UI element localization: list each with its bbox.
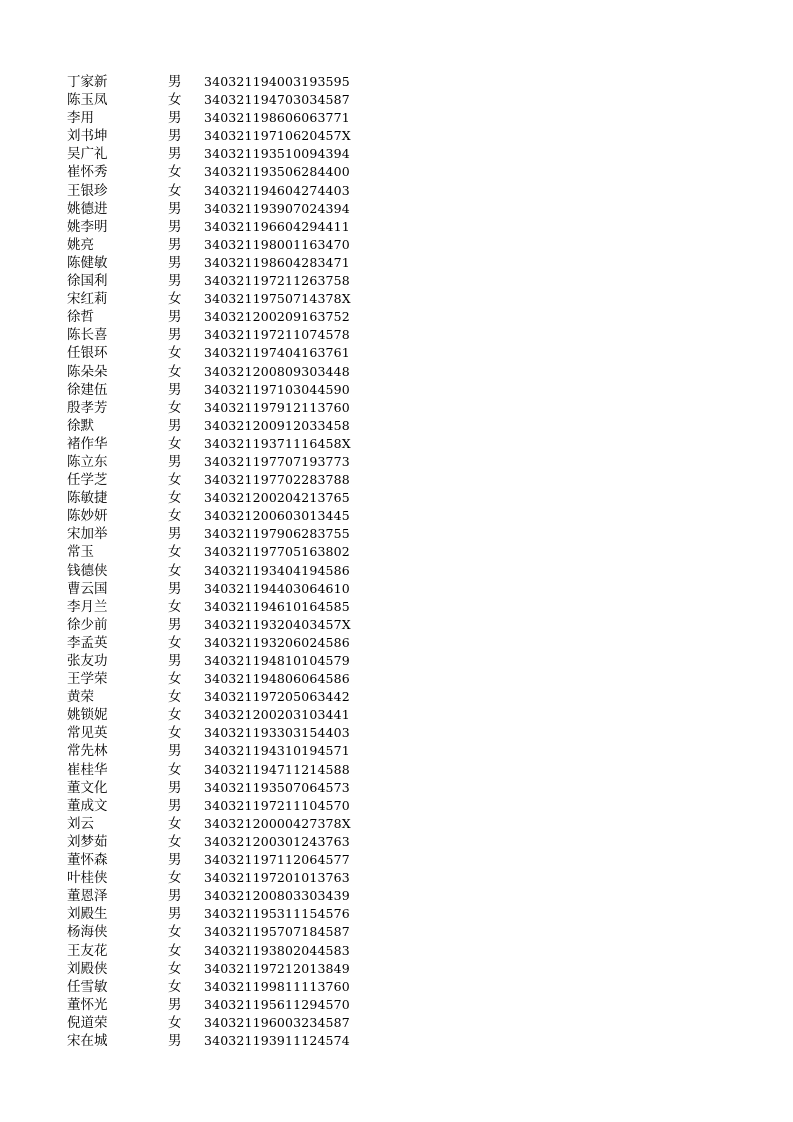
table-row [0, 905, 793, 923]
id-number-cell: 340321193404194586 [204, 562, 350, 578]
name-cell: 陈长喜 [67, 327, 108, 344]
name-cell: 陈朵朵 [67, 363, 108, 380]
table-row [0, 236, 793, 254]
gender-cell: 男 [168, 743, 182, 760]
name-cell: 徐少前 [67, 616, 108, 633]
id-number-cell: 340321196604294411 [204, 218, 350, 234]
table-row [0, 851, 793, 869]
name-cell: 杨海侠 [67, 924, 108, 941]
table-row [0, 652, 793, 670]
name-cell: 常见英 [67, 725, 108, 742]
table-row [0, 399, 793, 417]
gender-cell: 男 [168, 526, 182, 543]
name-cell: 陈立东 [67, 453, 108, 470]
id-number-cell: 340321199811113760 [204, 978, 350, 994]
gender-cell: 女 [168, 960, 182, 977]
name-cell: 刘殿生 [67, 906, 108, 923]
table-row [0, 706, 793, 724]
table-row [0, 1032, 793, 1050]
name-cell: 董怀光 [67, 996, 108, 1013]
name-cell: 任学芝 [67, 472, 108, 489]
gender-cell: 男 [168, 110, 182, 127]
gender-cell: 男 [168, 218, 182, 235]
name-cell: 黄荣 [67, 689, 94, 706]
name-cell: 褚作华 [67, 435, 108, 452]
name-cell: 陈健敏 [67, 254, 108, 271]
table-row [0, 344, 793, 362]
id-number-cell: 340321193507064573 [204, 779, 350, 795]
name-cell: 姚亮 [67, 236, 94, 253]
gender-cell: 男 [168, 327, 182, 344]
gender-cell: 女 [168, 833, 182, 850]
table-row [0, 308, 793, 326]
gender-cell: 女 [168, 182, 182, 199]
name-cell: 陈妙妍 [67, 508, 108, 525]
gender-cell: 女 [168, 291, 182, 308]
id-number-cell: 340321197112064577 [204, 852, 350, 868]
id-number-cell: 340321198604283471 [204, 254, 350, 270]
gender-cell: 女 [168, 634, 182, 651]
name-cell: 张友功 [67, 653, 108, 669]
name-cell: 李月兰 [67, 598, 108, 615]
table-row [0, 923, 793, 941]
id-number-cell: 340321194810104579 [204, 653, 350, 668]
table-row [0, 363, 793, 381]
name-cell: 董成文 [67, 797, 108, 814]
gender-cell: 女 [168, 544, 182, 561]
id-number-cell: 340321197103044590 [204, 381, 350, 397]
gender-cell: 女 [168, 562, 182, 579]
table-row [0, 869, 793, 887]
name-cell: 钱德侠 [67, 562, 108, 579]
records-table [0, 73, 793, 1050]
gender-cell: 男 [168, 1032, 182, 1049]
id-number-cell: 340321197201013763 [204, 870, 350, 886]
id-number-cell: 340321200803303439 [204, 888, 350, 904]
id-number-cell: 340321195311154576 [204, 906, 350, 922]
table-row [0, 381, 793, 399]
id-number-cell: 34032119710620457X [204, 128, 351, 144]
name-cell: 徐默 [67, 417, 94, 434]
table-row [0, 761, 793, 779]
gender-cell: 男 [168, 200, 182, 217]
table-row [0, 525, 793, 543]
name-cell: 姚德进 [67, 200, 108, 217]
name-cell: 王学荣 [67, 671, 108, 688]
id-number-cell: 340321197205063442 [204, 689, 350, 705]
gender-cell: 女 [168, 725, 182, 742]
gender-cell: 男 [168, 273, 182, 290]
name-cell: 宋在城 [67, 1032, 108, 1049]
table-row [0, 942, 793, 960]
id-number-cell: 340321196003234587 [204, 1014, 350, 1030]
gender-cell: 女 [168, 164, 182, 181]
gender-cell: 男 [168, 852, 182, 869]
id-number-cell: 340321194610164585 [204, 598, 350, 614]
table-row [0, 978, 793, 996]
gender-cell: 女 [168, 399, 182, 416]
table-row [0, 742, 793, 760]
name-cell: 董恩泽 [67, 888, 108, 905]
gender-cell: 女 [168, 435, 182, 452]
table-row [0, 688, 793, 706]
table-row [0, 797, 793, 815]
id-number-cell: 340321194604274403 [204, 182, 350, 198]
name-cell: 陈玉凤 [67, 92, 108, 109]
gender-cell: 男 [168, 146, 182, 163]
name-cell: 徐建伍 [67, 381, 108, 398]
name-cell: 叶桂侠 [67, 870, 108, 887]
id-number-cell: 340321197912113760 [204, 399, 350, 415]
id-number-cell: 340321198606063771 [204, 110, 350, 126]
name-cell: 王银珍 [67, 182, 108, 199]
gender-cell: 男 [168, 74, 182, 90]
table-row [0, 163, 793, 181]
table-row [0, 145, 793, 163]
table-row [0, 417, 793, 435]
table-row [0, 507, 793, 525]
gender-cell: 男 [168, 236, 182, 253]
id-number-cell: 340321193907024394 [204, 200, 350, 216]
id-number-cell: 34032119371116458X [204, 435, 351, 451]
table-row [0, 1014, 793, 1032]
gender-cell: 女 [168, 815, 182, 832]
gender-cell: 女 [168, 598, 182, 615]
gender-cell: 女 [168, 761, 182, 778]
gender-cell: 男 [168, 888, 182, 905]
id-number-cell: 340321193206024586 [204, 634, 350, 650]
name-cell: 董文化 [67, 779, 108, 796]
id-number-cell: 340321200603013445 [204, 508, 350, 524]
id-number-cell: 340321197211263758 [204, 273, 350, 289]
name-cell: 常先林 [67, 743, 108, 760]
table-row [0, 200, 793, 218]
id-number-cell: 340321195611294570 [204, 996, 350, 1012]
name-cell: 任银环 [67, 345, 108, 362]
gender-cell: 女 [168, 92, 182, 109]
name-cell: 刘梦茹 [67, 833, 108, 850]
id-number-cell: 340321194403064610 [204, 580, 350, 596]
table-row [0, 779, 793, 797]
name-cell: 刘殿侠 [67, 960, 108, 977]
id-number-cell: 340321197211104570 [204, 797, 350, 813]
table-row [0, 616, 793, 634]
table-row [0, 489, 793, 507]
table-row [0, 272, 793, 290]
id-number-cell: 340321193506284400 [204, 164, 350, 180]
table-row [0, 543, 793, 561]
name-cell: 吴广礼 [67, 146, 108, 163]
name-cell: 宋加举 [67, 526, 108, 543]
name-cell: 宋红莉 [67, 291, 108, 308]
table-row [0, 453, 793, 471]
id-number-cell: 340321195707184587 [204, 924, 350, 940]
id-number-cell: 340321200203103441 [204, 707, 350, 723]
id-number-cell: 340321197906283755 [204, 526, 350, 542]
table-row [0, 109, 793, 127]
gender-cell: 女 [168, 508, 182, 525]
gender-cell: 男 [168, 417, 182, 434]
gender-cell: 女 [168, 1014, 182, 1031]
id-number-cell: 34032119750714378X [204, 291, 351, 307]
name-cell: 任雪敏 [67, 978, 108, 995]
id-number-cell: 340321197707193773 [204, 453, 350, 469]
table-row [0, 724, 793, 742]
gender-cell: 男 [168, 128, 182, 145]
gender-cell: 男 [168, 616, 182, 633]
gender-cell: 男 [168, 309, 182, 326]
gender-cell: 男 [168, 381, 182, 398]
id-number-cell: 340321193802044583 [204, 942, 350, 958]
id-number-cell: 340321193911124574 [204, 1032, 350, 1048]
name-cell: 崔桂华 [67, 761, 108, 778]
id-number-cell: 340321194003193595 [204, 74, 350, 89]
table-row [0, 326, 793, 344]
table-row [0, 960, 793, 978]
table-row [0, 580, 793, 598]
name-cell: 李孟英 [67, 634, 108, 651]
table-row [0, 73, 793, 91]
id-number-cell: 340321200204213765 [204, 490, 350, 506]
id-number-cell: 34032120000427378X [204, 815, 351, 831]
gender-cell: 女 [168, 472, 182, 489]
name-cell: 曹云国 [67, 580, 108, 597]
gender-cell: 男 [168, 906, 182, 923]
name-cell: 倪道荣 [67, 1014, 108, 1031]
table-row [0, 833, 793, 851]
gender-cell: 男 [168, 254, 182, 271]
name-cell: 姚锁妮 [67, 707, 108, 724]
table-row [0, 471, 793, 489]
table-row [0, 598, 793, 616]
table-row [0, 634, 793, 652]
id-number-cell: 340321194711214588 [204, 761, 350, 777]
table-row [0, 996, 793, 1014]
name-cell: 常玉 [67, 544, 94, 561]
id-number-cell: 340321200301243763 [204, 833, 350, 849]
table-row [0, 182, 793, 200]
id-number-cell: 340321197702283788 [204, 472, 350, 488]
name-cell: 徐国利 [67, 273, 108, 290]
id-number-cell: 340321194806064586 [204, 671, 350, 687]
table-row [0, 127, 793, 145]
name-cell: 李用 [67, 110, 94, 127]
gender-cell: 男 [168, 653, 182, 669]
id-number-cell: 340321194310194571 [204, 743, 350, 759]
id-number-cell: 34032119320403457X [204, 616, 351, 632]
gender-cell: 男 [168, 797, 182, 814]
name-cell: 徐哲 [67, 309, 94, 326]
id-number-cell: 340321197705163802 [204, 544, 350, 560]
gender-cell: 女 [168, 978, 182, 995]
name-cell: 姚李明 [67, 218, 108, 235]
id-number-cell: 340321200912033458 [204, 417, 350, 433]
table-row [0, 562, 793, 580]
gender-cell: 男 [168, 996, 182, 1013]
id-number-cell: 340321200809303448 [204, 363, 350, 379]
id-number-cell: 340321194703034587 [204, 92, 350, 108]
gender-cell: 女 [168, 707, 182, 724]
gender-cell: 女 [168, 345, 182, 362]
gender-cell: 女 [168, 490, 182, 507]
name-cell: 刘书坤 [67, 128, 108, 145]
name-cell: 王友花 [67, 942, 108, 959]
name-cell: 殷孝芳 [67, 399, 108, 416]
table-row [0, 290, 793, 308]
table-row [0, 218, 793, 236]
gender-cell: 男 [168, 779, 182, 796]
gender-cell: 女 [168, 942, 182, 959]
name-cell: 刘云 [67, 815, 94, 832]
id-number-cell: 340321197212013849 [204, 960, 350, 976]
table-row [0, 815, 793, 833]
id-number-cell: 340321193303154403 [204, 725, 350, 741]
name-cell: 丁家新 [67, 74, 108, 90]
id-number-cell: 340321197211074578 [204, 327, 350, 343]
gender-cell: 女 [168, 870, 182, 887]
gender-cell: 女 [168, 671, 182, 688]
name-cell: 陈敏捷 [67, 490, 108, 507]
table-row [0, 887, 793, 905]
gender-cell: 女 [168, 924, 182, 941]
id-number-cell: 340321198001163470 [204, 236, 350, 252]
table-row [0, 435, 793, 453]
id-number-cell: 340321197404163761 [204, 345, 350, 361]
name-cell: 董怀森 [67, 852, 108, 869]
table-row [0, 254, 793, 272]
id-number-cell: 340321193510094394 [204, 146, 350, 162]
table-row [0, 670, 793, 688]
id-number-cell: 340321200209163752 [204, 309, 350, 325]
gender-cell: 男 [168, 580, 182, 597]
gender-cell: 男 [168, 453, 182, 470]
name-cell: 崔怀秀 [67, 164, 108, 181]
gender-cell: 女 [168, 363, 182, 380]
gender-cell: 女 [168, 689, 182, 706]
table-row [0, 91, 793, 109]
